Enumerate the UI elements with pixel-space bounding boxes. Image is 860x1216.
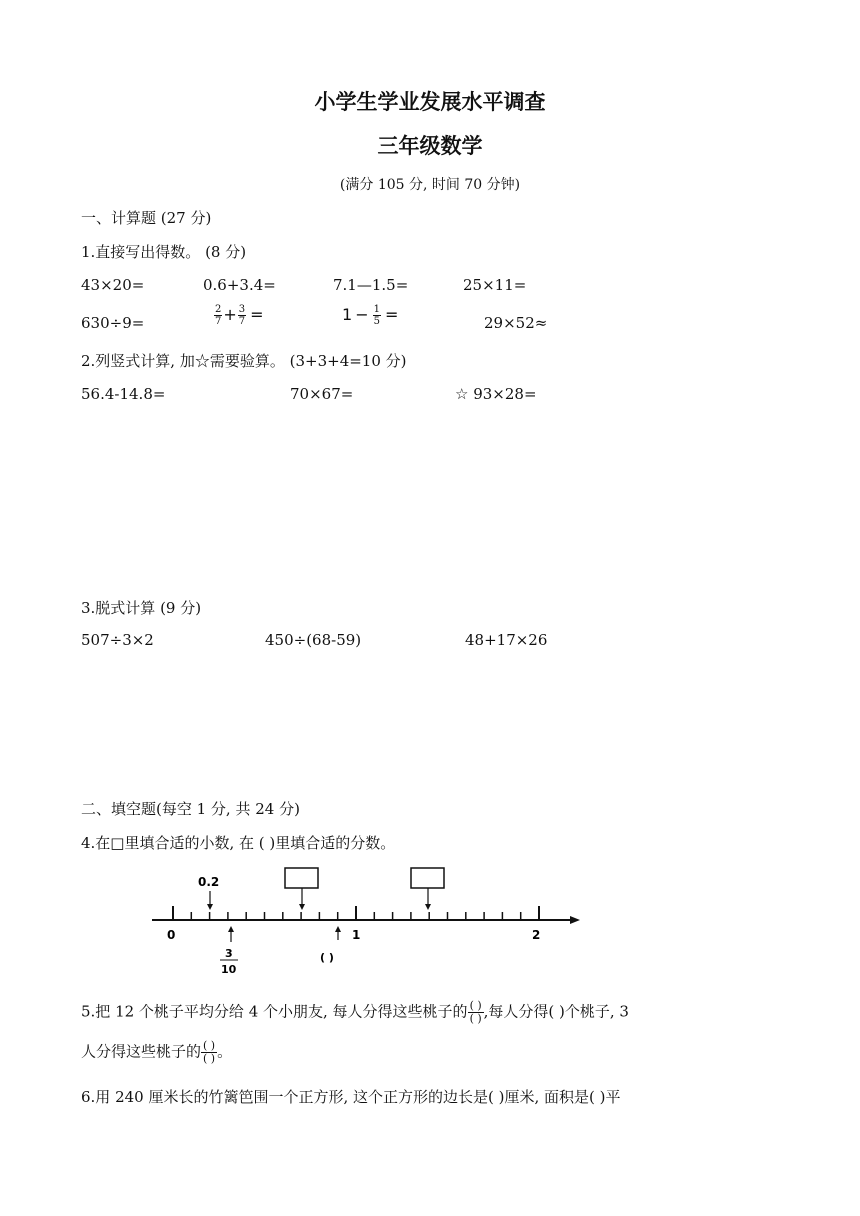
blank-fraction-2[interactable]: $\frac{( )}{( )}$ — [203, 1039, 216, 1065]
arrow-head — [207, 904, 213, 910]
page-title: 小学生学业发展水平调查 — [314, 90, 546, 114]
q6-text: 6.用 240 厘米长的竹篱笆围一个正方形, 这个正方形的边长是( )厘米, 面积是( )平 — [81, 1088, 621, 1106]
number-line-ticks — [173, 906, 539, 920]
label-0-2: 0.2 — [198, 875, 220, 889]
q1-item-8: 29×52≈ — [484, 314, 548, 332]
exam-note: (满分 105 分, 时间 70 分钟) — [339, 177, 521, 193]
q3-item-3: 48+17×26 — [465, 631, 548, 649]
number-line-arrow — [570, 916, 580, 924]
q1-item-7: 1 − $\frac{1}{5}$ = — [342, 304, 399, 327]
answer-box-1[interactable] — [285, 868, 318, 888]
q1-item-1: 43×20= — [81, 276, 145, 294]
q5-line-1: 5.把 12 个桃子平均分给 4 个小朋友, 每人分得这些桃子的 $\frac{( )}{( )}$ ,每人分得( )个桃子, 3 — [81, 999, 629, 1025]
q1-item-4: 25×11= — [463, 276, 527, 294]
arrow-head — [425, 904, 431, 910]
fraction: $\frac{2}{7}$ — [215, 304, 222, 327]
blank-fraction-1[interactable]: $\frac{( )}{( )}$ — [469, 999, 482, 1025]
tick-label-1: 1 — [352, 928, 361, 942]
section2-heading: 二、填空题(每空 1 分, 共 24 分) — [81, 800, 300, 818]
q3-item-2: 450÷(68-59) — [265, 631, 362, 649]
arrow-head — [228, 926, 234, 932]
q1-item-3: 7.1—1.5= — [333, 276, 409, 294]
q1-item-5: 630÷9= — [81, 314, 145, 332]
q3-item-1: 507÷3×2 — [81, 631, 154, 649]
arrow-head — [299, 904, 305, 910]
frac-3-10-num: 3 — [225, 947, 233, 960]
q5-line-2: 人分得这些桃子的 $\frac{( )}{( )}$ 。 — [81, 1039, 233, 1065]
q1-item-2: 0.6+3.4= — [203, 276, 276, 294]
q2-label: 2.列竖式计算, 加☆需要验算。 (3+3+4=10 分) — [81, 352, 407, 370]
q2-item-3: ☆ 93×28= — [455, 385, 537, 403]
answer-box-2[interactable] — [411, 868, 444, 888]
blank-paren: ( ) — [320, 951, 334, 964]
q2-item-1: 56.4-14.8= — [81, 385, 166, 403]
q3-label: 3.脱式计算 (9 分) — [81, 599, 202, 617]
number-line — [140, 860, 600, 985]
frac-3-10-den: 10 — [221, 963, 237, 976]
q4-label: 4.在□里填合适的小数, 在 ( )里填合适的分数。 — [81, 834, 396, 852]
section1-heading: 一、计算题 (27 分) — [81, 209, 212, 227]
q1-item-6: $\frac{2}{7}$ + $\frac{3}{7}$ = — [215, 304, 264, 327]
fraction: $\frac{3}{7}$ — [238, 304, 246, 327]
q1-label: 1.直接写出得数。 (8 分) — [81, 243, 247, 261]
tick-label-0: 0 — [167, 928, 176, 942]
fraction: $\frac{1}{5}$ — [373, 304, 380, 327]
tick-label-2: 2 — [532, 928, 541, 942]
page-subtitle: 三年级数学 — [377, 134, 483, 158]
arrow-head — [335, 926, 341, 932]
q2-item-2: 70×67= — [290, 385, 354, 403]
